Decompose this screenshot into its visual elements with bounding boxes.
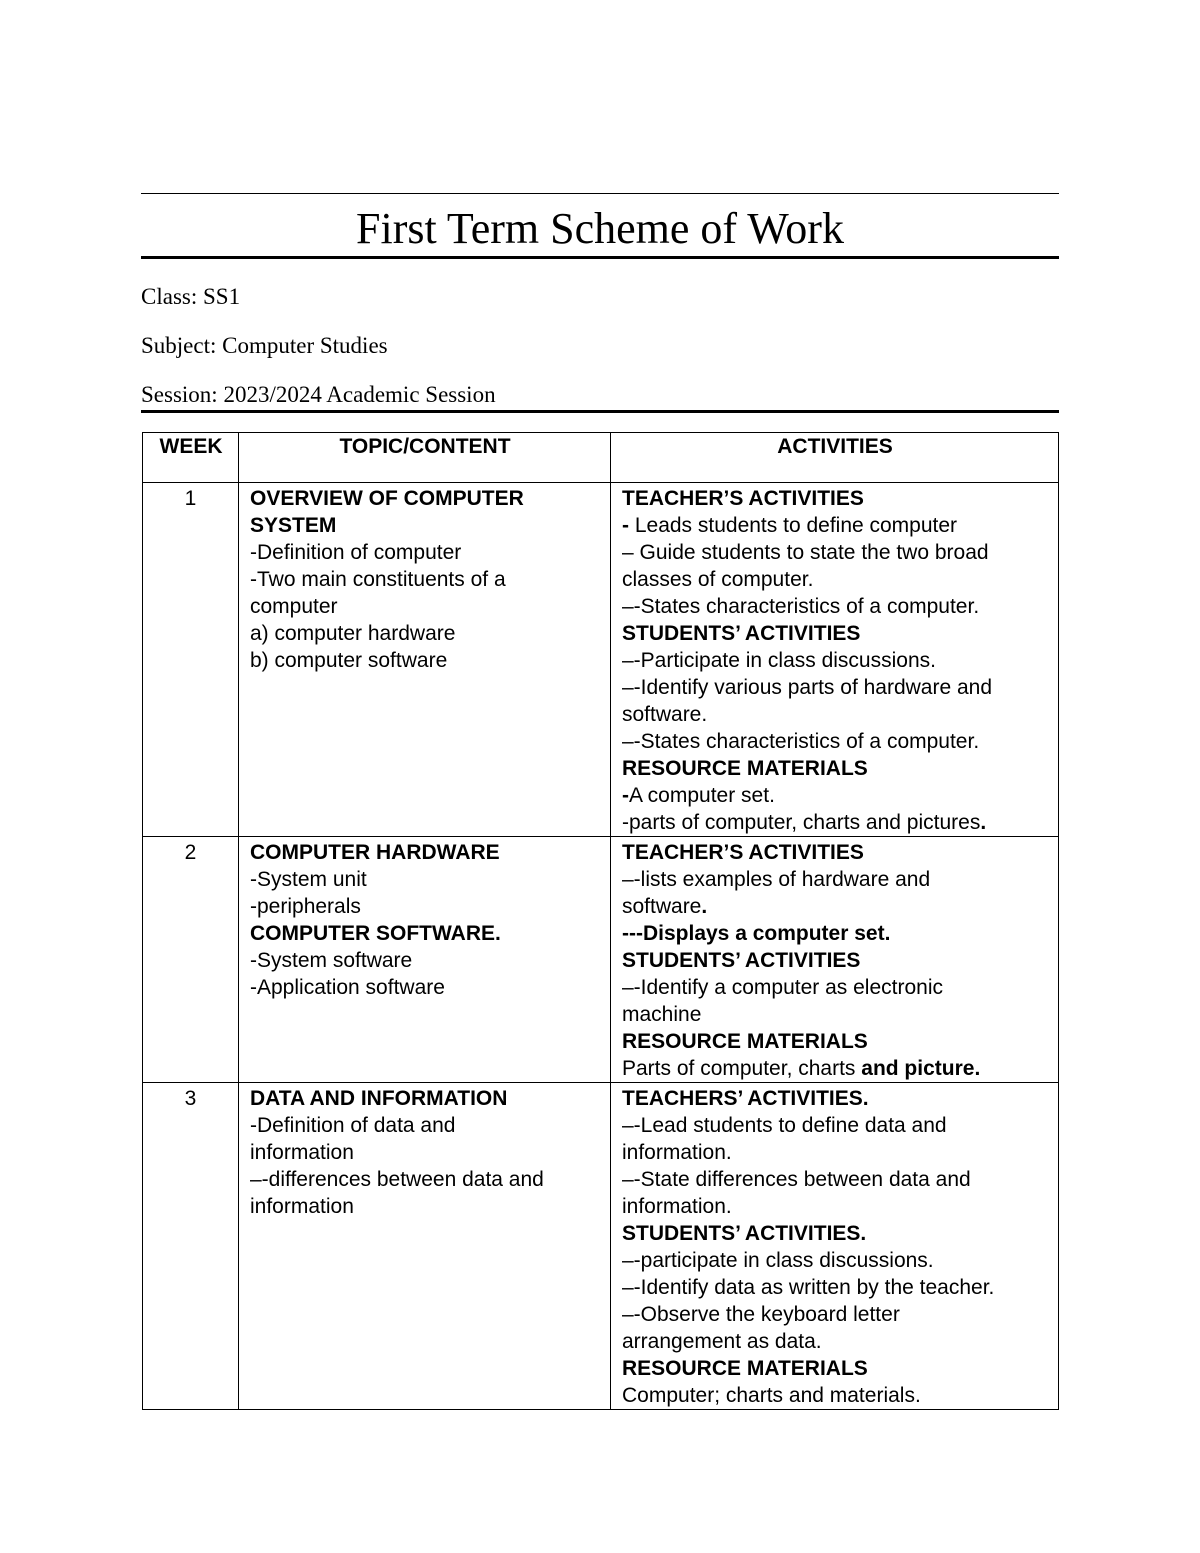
students-activities-heading: STUDENTS’ ACTIVITIES [622, 949, 861, 972]
header-rule [141, 410, 1059, 413]
header-activities: ACTIVITIES [611, 433, 1059, 483]
week-cell: 3 [143, 1083, 239, 1410]
activities-cell [611, 483, 1059, 837]
activity-line: –-lists examples of hardware and [622, 868, 931, 891]
topic-line: information [250, 1141, 354, 1164]
topic-line: a) computer hardware [250, 622, 456, 645]
students-activities-heading: STUDENTS’ ACTIVITIES [622, 622, 861, 645]
topic-heading: OVERVIEW OF COMPUTER [250, 487, 524, 510]
activity-line: –-Identify a computer as electronic [622, 976, 943, 999]
activity-line: – Guide students to state the two broad [622, 541, 989, 564]
resource-line [622, 809, 1048, 836]
teacher-activities-heading: TEACHERS’ ACTIVITIES. [622, 1087, 869, 1110]
resource-bold-text: and picture. [861, 1057, 981, 1080]
subject-value: Computer Studies [222, 333, 388, 358]
activity-line: classes of computer. [622, 568, 814, 591]
activity-line: –-Participate in class discussions. [622, 649, 936, 672]
subject-line [141, 332, 388, 360]
topic-heading: COMPUTER HARDWARE [250, 841, 500, 864]
topic-line: computer [250, 595, 338, 618]
activity-text: Leads students to define computer [629, 514, 958, 537]
teacher-activities-heading: TEACHER’S ACTIVITIES [622, 841, 864, 864]
resource-materials-heading: RESOURCE MATERIALS [622, 1030, 868, 1053]
teacher-activities-heading: TEACHER’S ACTIVITIES [622, 487, 864, 510]
activity-line: arrangement as data. [622, 1330, 822, 1353]
table-row [143, 837, 1059, 1083]
students-activities-heading: STUDENTS’ ACTIVITIES. [622, 1222, 867, 1245]
resource-text: -parts of computer, charts and pictures [622, 811, 981, 834]
bold-dash: - [622, 784, 629, 807]
topic-line: -System unit [250, 868, 367, 891]
class-label: Class: [141, 284, 198, 309]
activity-line: –-States characteristics of a computer. [622, 730, 980, 753]
session-value: 2023/2024 Academic Session [223, 382, 496, 407]
resource-line [622, 1055, 1048, 1082]
scheme-table [142, 432, 1059, 1410]
session-label: Session: [141, 382, 218, 407]
activity-line [622, 893, 1048, 920]
resource-materials-heading: RESOURCE MATERIALS [622, 757, 868, 780]
resource-line: Computer; charts and materials. [622, 1384, 921, 1407]
topic-line: b) computer software [250, 649, 448, 672]
activity-line: software. [622, 703, 708, 726]
topic-cell [239, 837, 611, 1083]
topic-line: -System software [250, 949, 413, 972]
bold-dash: - [622, 514, 629, 537]
table-header-row [143, 433, 1059, 483]
activity-line: –-State differences between data and [622, 1168, 971, 1191]
activity-line: –-States characteristics of a computer. [622, 595, 980, 618]
class-value: SS1 [202, 284, 241, 309]
bold-period: . [701, 895, 708, 918]
activity-line: machine [622, 1003, 702, 1026]
activity-line: –-Observe the keyboard letter [622, 1303, 900, 1326]
session-line [141, 381, 496, 409]
subject-label: Subject: [141, 333, 217, 358]
topic-cell [239, 1083, 611, 1410]
week-cell: 1 [143, 483, 239, 837]
resource-text: A computer set. [629, 784, 775, 807]
activities-cell [611, 1083, 1059, 1410]
topic-line: -Definition of data and [250, 1114, 456, 1137]
table-row [143, 1083, 1059, 1410]
activity-line: –-participate in class discussions. [622, 1249, 934, 1272]
week-cell: 2 [143, 837, 239, 1083]
activity-line [622, 512, 1048, 539]
resource-line [622, 782, 1048, 809]
topic-heading: DATA AND INFORMATION [250, 1087, 508, 1110]
topic-line: -peripherals [250, 895, 361, 918]
topic-line: information [250, 1195, 354, 1218]
topic-cell [239, 483, 611, 837]
activity-line: information. [622, 1141, 732, 1164]
activity-line: information. [622, 1195, 732, 1218]
resource-text: Parts of computer, charts [622, 1057, 862, 1080]
title-rule [141, 256, 1059, 259]
activity-line: –-Lead students to define data and [622, 1114, 947, 1137]
topic-line: -Application software [250, 976, 445, 999]
resource-materials-heading: RESOURCE MATERIALS [622, 1357, 868, 1380]
activity-line: ---Displays a computer set. [622, 922, 891, 945]
activity-line: –-Identify data as written by the teacher. [622, 1276, 995, 1299]
page-title: First Term Scheme of Work [356, 204, 844, 253]
activity-line: –-Identify various parts of hardware and [622, 676, 993, 699]
topic-line: -Two main constituents of a [250, 568, 506, 591]
topic-heading: SYSTEM [250, 514, 337, 537]
bold-period: . [980, 811, 987, 834]
header-topic: TOPIC/CONTENT [239, 433, 611, 483]
top-rule [141, 193, 1059, 194]
class-line [141, 283, 240, 311]
topic-heading: COMPUTER SOFTWARE. [250, 922, 501, 945]
topic-line: -Definition of computer [250, 541, 462, 564]
header-week: WEEK [143, 433, 239, 483]
activity-text: software [622, 895, 702, 918]
activities-cell [611, 837, 1059, 1083]
topic-line: –-differences between data and [250, 1168, 544, 1191]
table-row [143, 483, 1059, 837]
